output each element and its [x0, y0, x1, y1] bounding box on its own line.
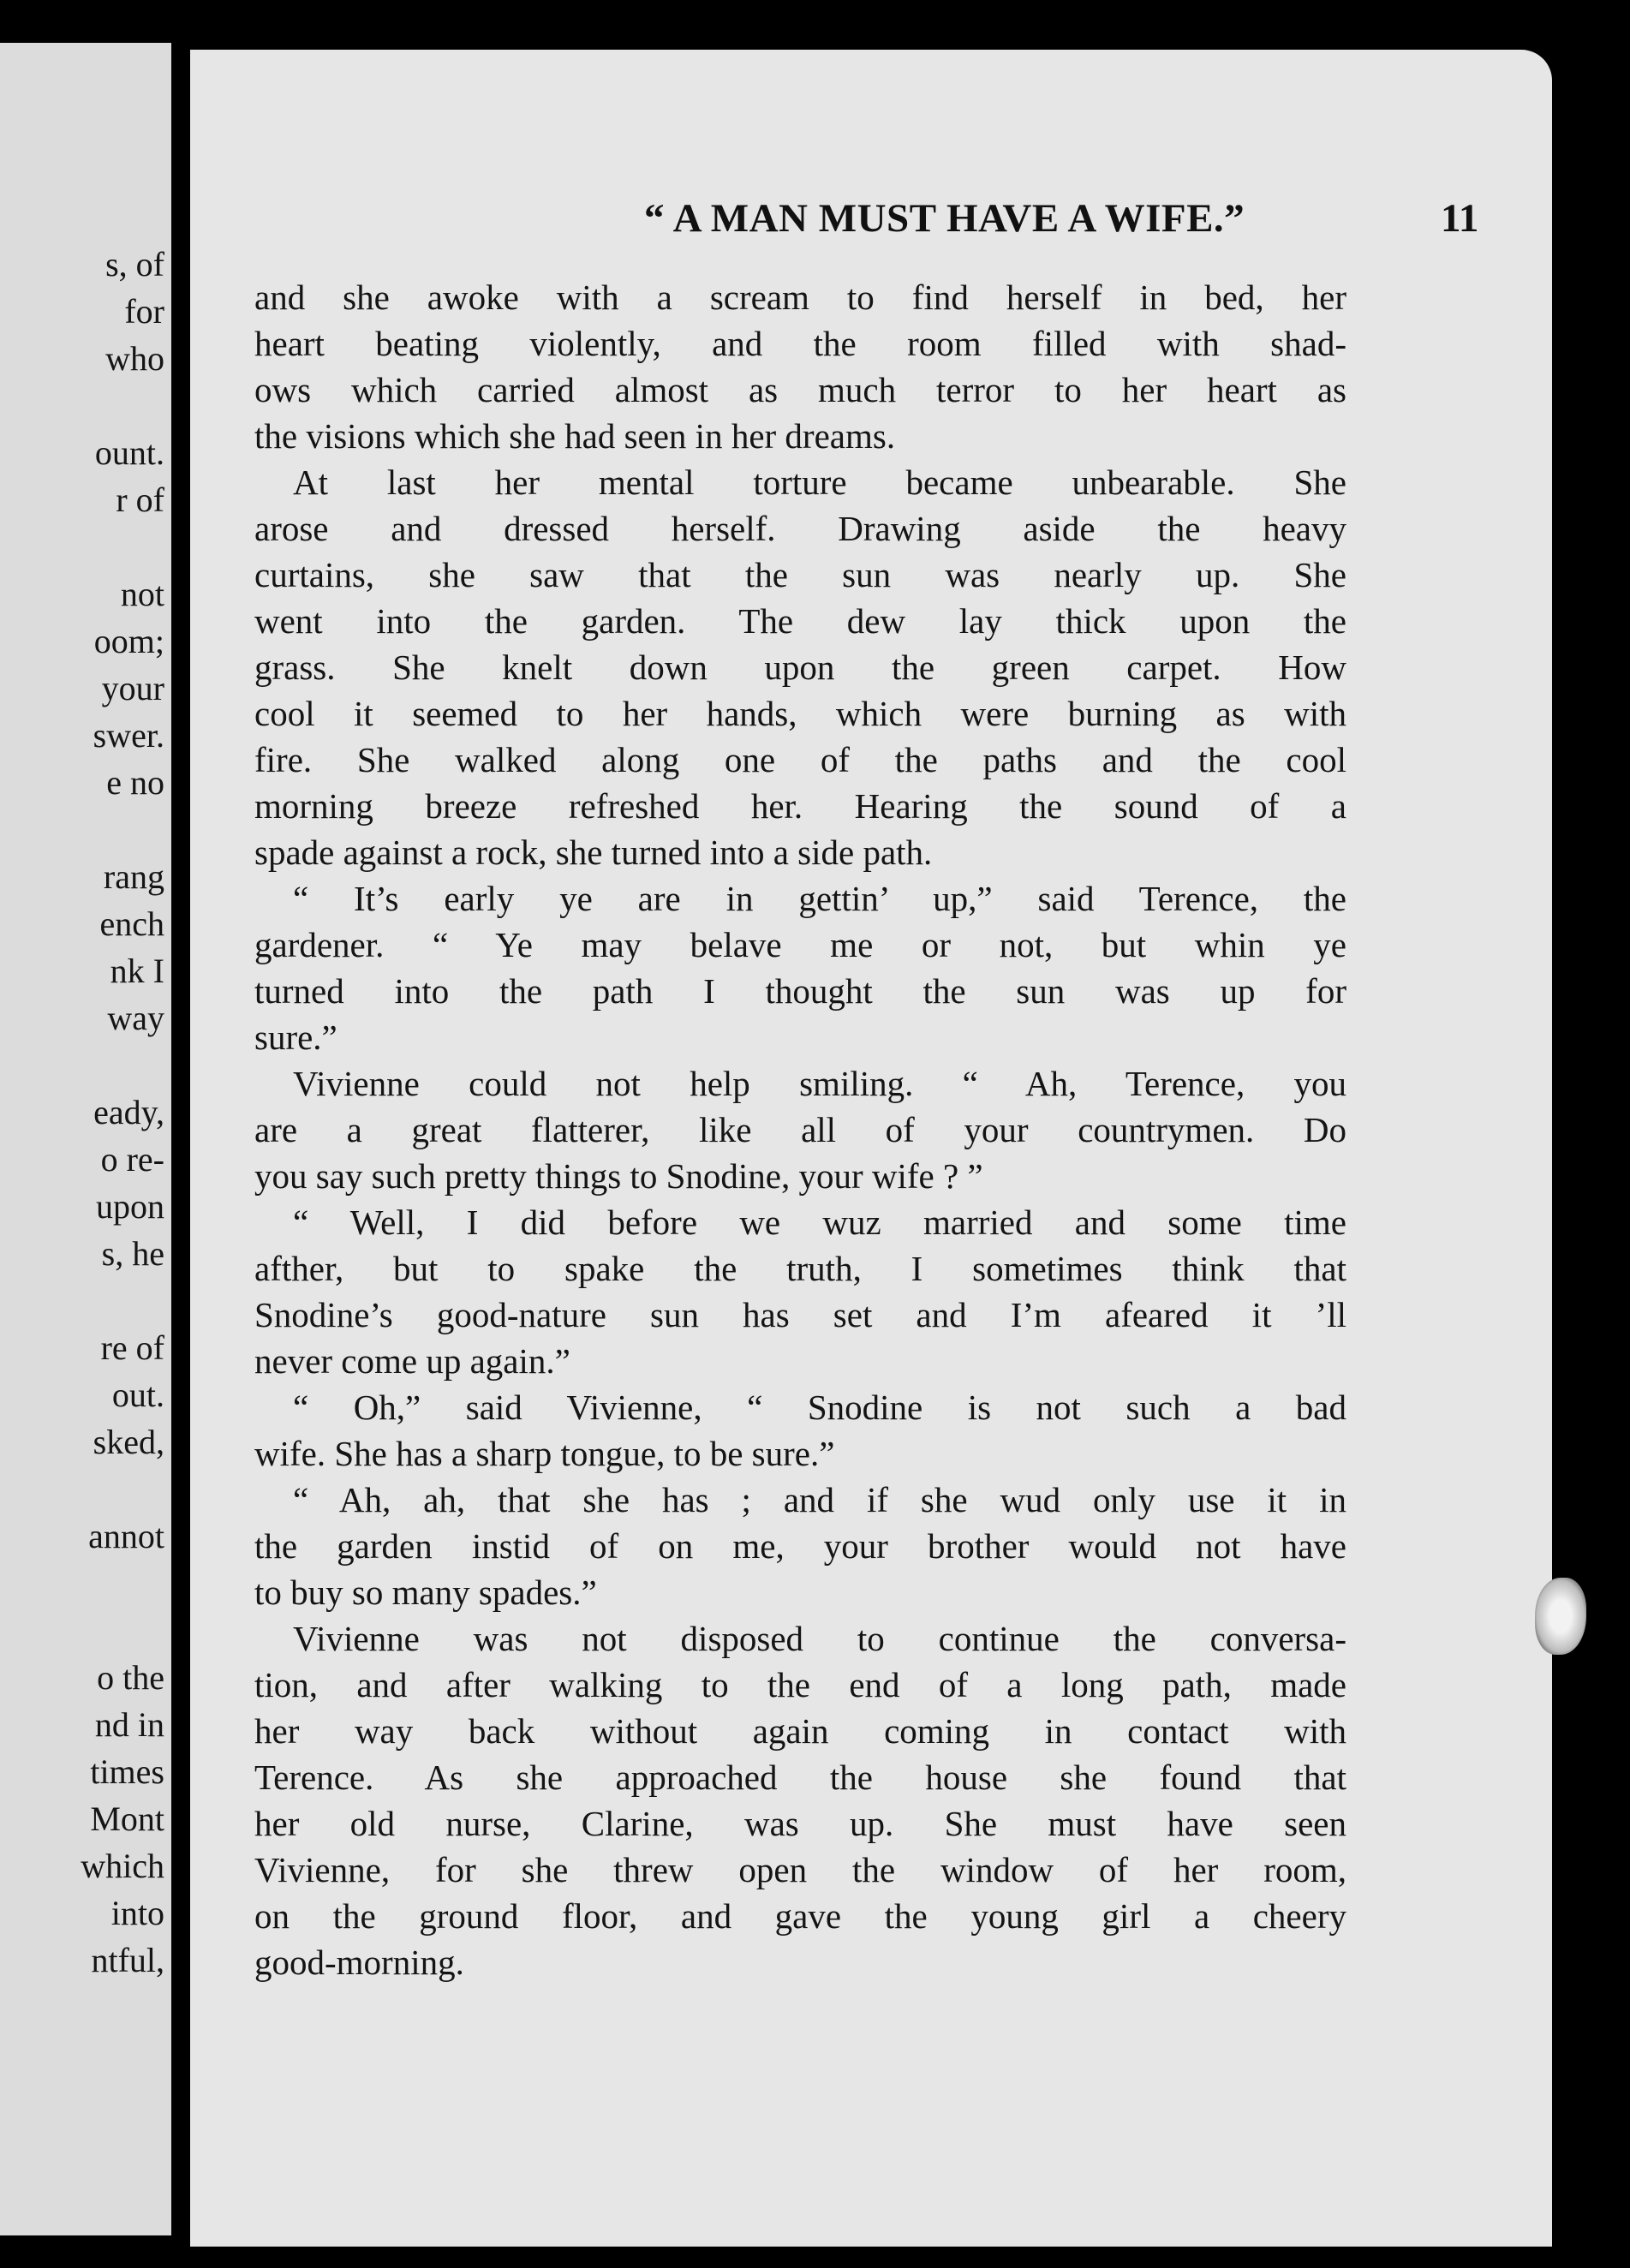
left-page-line: into	[110, 1894, 164, 1932]
text-line: Vivienne, for she threw open the window of her room,	[254, 1850, 1346, 1889]
text-line: curtains, she saw that the sun was nearly up. She	[254, 555, 1346, 594]
left-page-line: rang	[103, 857, 164, 896]
text-line: “ Ah, ah, that she has ; and if she wud only use it in	[293, 1480, 1346, 1519]
text-line: “ It’s early ye are in gettin’ up,” said Terence, the	[293, 879, 1346, 918]
text-line: Vivienne could not help smiling. “ Ah, Terence, you	[293, 1064, 1346, 1103]
page-header	[447, 195, 1552, 255]
text-line: “ Well, I did before we wuz married and some time	[293, 1203, 1346, 1242]
left-page-line: times	[90, 1752, 164, 1791]
left-page-line: sked,	[93, 1423, 164, 1461]
body-text	[254, 274, 1346, 1985]
left-page-line: way	[107, 999, 164, 1037]
text-line: good-morning.	[254, 1943, 464, 1982]
left-page-line: which	[81, 1847, 164, 1885]
left-page-line: for	[124, 292, 164, 331]
text-line: afther, but to spake the truth, I sometimes think that	[254, 1249, 1346, 1288]
text-line: went into the garden. The dew lay thick upon the	[254, 601, 1346, 641]
text-line: gardener. “ Ye may belave me or not, but whin ye	[254, 925, 1346, 964]
left-page-line: o the	[97, 1658, 164, 1697]
text-line: spade against a rock, she turned into a side path.	[254, 833, 933, 872]
text-line: grass. She knelt down upon the green carpet. How	[254, 648, 1346, 687]
left-page-line: re of	[100, 1328, 164, 1367]
left-page-line: s, he	[101, 1234, 164, 1273]
left-page-line: s, of	[105, 245, 164, 284]
left-page-line: out.	[111, 1376, 164, 1414]
text-line: Terence. As she approached the house she found that	[254, 1758, 1346, 1797]
text-line: are a great flatterer, like all of your countrymen. Do	[254, 1110, 1346, 1149]
left-page-line: Mont	[90, 1799, 164, 1838]
text-line: cool it seemed to her hands, which were burning as with	[254, 694, 1346, 733]
left-page-line: eady,	[93, 1093, 164, 1131]
text-line: At last her mental torture became unbearable. She	[293, 463, 1346, 502]
running-title: “ A MAN MUST HAVE A WIFE.”	[644, 196, 1245, 241]
left-page-line: r of	[116, 480, 164, 519]
left-page-line: ntful,	[91, 1941, 164, 1979]
text-line: you say such pretty things to Snodine, your wife ? ”	[254, 1156, 983, 1196]
left-page-line: ench	[99, 904, 164, 943]
text-line: arose and dressed herself. Drawing aside the heavy	[254, 509, 1346, 548]
text-line: tion, and after walking to the end of a long path, made	[254, 1665, 1346, 1704]
text-line: fire. She walked along one of the paths and the cool	[254, 740, 1346, 779]
left-page-line: nk I	[110, 952, 164, 990]
text-line: her old nurse, Clarine, was up. She must have seen	[254, 1804, 1346, 1843]
left-page-line: nd in	[94, 1705, 164, 1744]
left-page-line: swer.	[93, 716, 164, 755]
text-line: “ Oh,” said Vivienne, “ Snodine is not such a bad	[293, 1388, 1346, 1427]
left-page-line: o re-	[100, 1140, 164, 1179]
text-line: turned into the path I thought the sun was up for	[254, 971, 1346, 1011]
text-line: wife. She has a sharp tongue, to be sure.”	[254, 1434, 835, 1473]
left-page-line: ount.	[94, 433, 164, 472]
left-page-line: e no	[106, 763, 164, 802]
left-page-line: annot	[88, 1517, 164, 1555]
page-number: 11	[1441, 196, 1479, 241]
left-page-line: oom;	[93, 622, 164, 660]
text-line: her way back without again coming in contact with	[254, 1711, 1346, 1751]
text-line: to buy so many spades.”	[254, 1573, 597, 1612]
left-page-line: upon	[96, 1187, 164, 1226]
text-line: ows which carried almost as much terror to her heart as	[254, 370, 1346, 409]
text-line: never come up again.”	[254, 1341, 570, 1381]
text-line: heart beating violently, and the room filled with shad-	[254, 324, 1346, 363]
text-line: the garden instid of on me, your brother would not have	[254, 1526, 1346, 1566]
left-facing-page	[0, 43, 171, 2235]
text-line: Vivienne was not disposed to continue the conversa-	[293, 1619, 1346, 1658]
text-line: the visions which she had seen in her dreams.	[254, 416, 896, 456]
text-line: sure.”	[254, 1018, 337, 1057]
left-page-line: who	[105, 339, 164, 378]
text-line: morning breeze refreshed her. Hearing the sound of a	[254, 786, 1346, 826]
left-page-line: your	[101, 669, 164, 707]
page-edge-damage	[1535, 1578, 1586, 1655]
book-page	[190, 50, 1552, 2247]
text-line: and she awoke with a scream to find herself in bed, her	[254, 278, 1346, 317]
left-page-line: not	[120, 575, 164, 613]
text-line: on the ground floor, and gave the young girl a cheery	[254, 1896, 1346, 1936]
text-line: Snodine’s good-nature sun has set and I’m afeared it ’ll	[254, 1295, 1346, 1334]
